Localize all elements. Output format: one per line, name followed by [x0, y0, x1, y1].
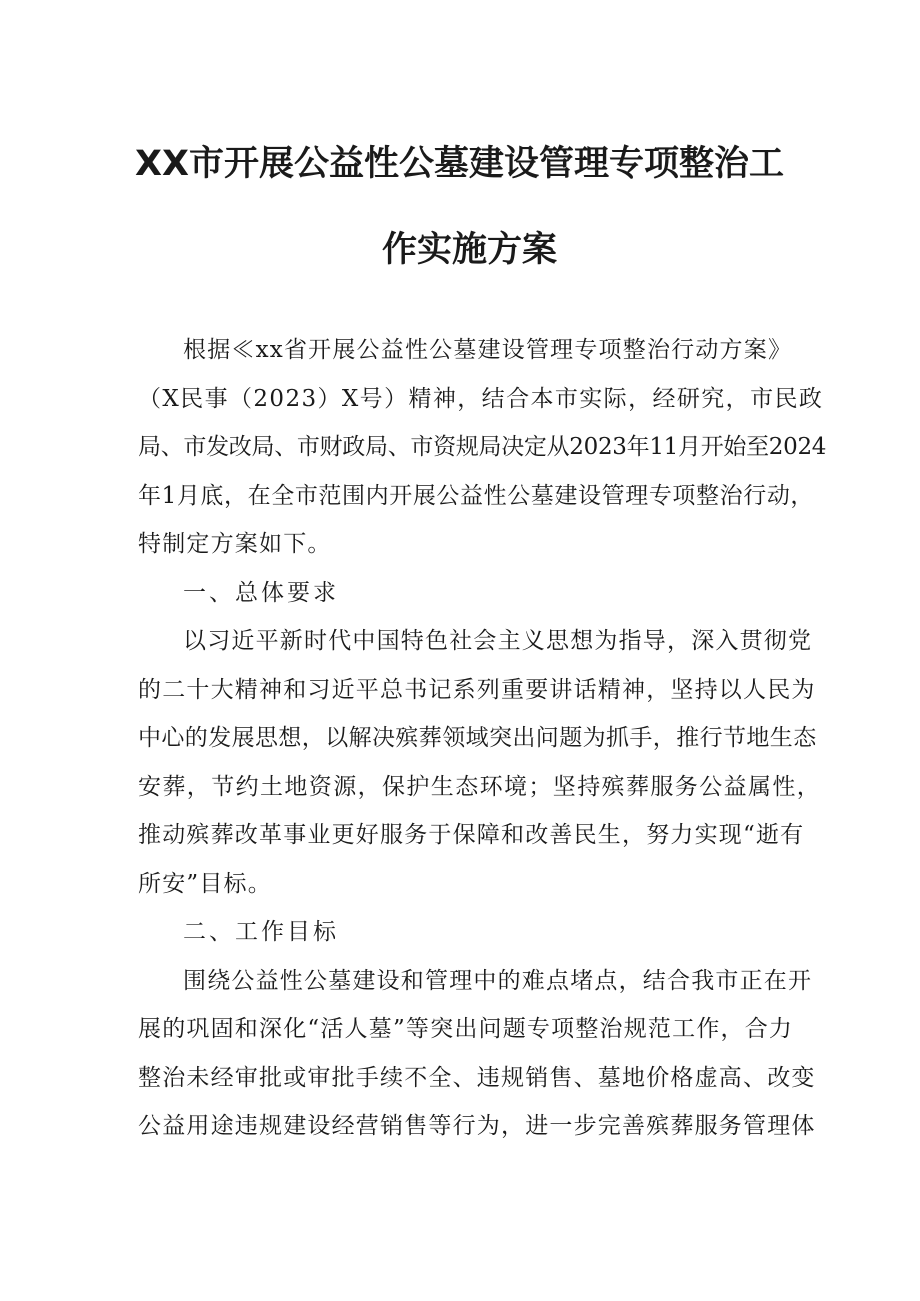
paragraph-2-line-5: 推动殡葬改革事业更好服务于保障和改善民生，努力实现“逝有: [138, 822, 805, 848]
paragraph-2-line-3: 中心的发展思想，以解决殡葬领域突出问题为抓手，推行节地生态: [138, 725, 817, 751]
paragraph-2-line-2: 的二十大精神和习近平总书记系列重要讲话精神，坚持以人民为: [138, 677, 816, 703]
paragraph-1-line-3: 局、市发改局、市财政局、市资规局决定从2023年11月开始至2024: [138, 434, 827, 460]
paragraph-1-line-2: （X民事（2023）X号）精神，结合本市实际，经研究，市民政: [138, 386, 824, 412]
paragraph-1-line-4: 年1月底，在全市范围内开展公益性公墓建设管理专项整治行动，: [138, 483, 815, 509]
document-title-line-2: 作实施方案: [382, 230, 558, 270]
paragraph-3-line-1: 围绕公益性公墓建设和管理中的难点堵点，结合我市正在开: [183, 968, 813, 994]
paragraph-3-line-3: 整治未经审批或审批手续不全、违规销售、墓地价格虚高、改变: [138, 1065, 816, 1091]
document-title-line-1: XX市开展公益性公墓建设管理专项整治工: [135, 144, 784, 184]
paragraph-2-line-1: 以习近平新时代中国特色社会主义思想为指导，深入贯彻党: [183, 628, 813, 654]
paragraph-3-line-4: 公益用途违规建设经营销售等行为，进一步完善殡葬服务管理体: [138, 1113, 816, 1139]
paragraph-3-line-2: 展的巩固和深化“活人墓”等突出问题专项整治规范工作，合力: [138, 1016, 794, 1042]
paragraph-2-line-6: 所安”目标。: [138, 871, 272, 897]
section-heading-2: 二、工作目标: [183, 919, 339, 945]
section-heading-1: 一、总体要求: [183, 580, 339, 606]
paragraph-2-line-4: 安葬，节约土地资源，保护生态环境；坚持殡葬服务公益属性，: [138, 774, 822, 800]
paragraph-1-line-1: 根据≪xx省开展公益性公墓建设管理专项整治行动方案》: [183, 337, 793, 363]
paragraph-1-line-5: 特制定方案如下。: [138, 531, 332, 557]
